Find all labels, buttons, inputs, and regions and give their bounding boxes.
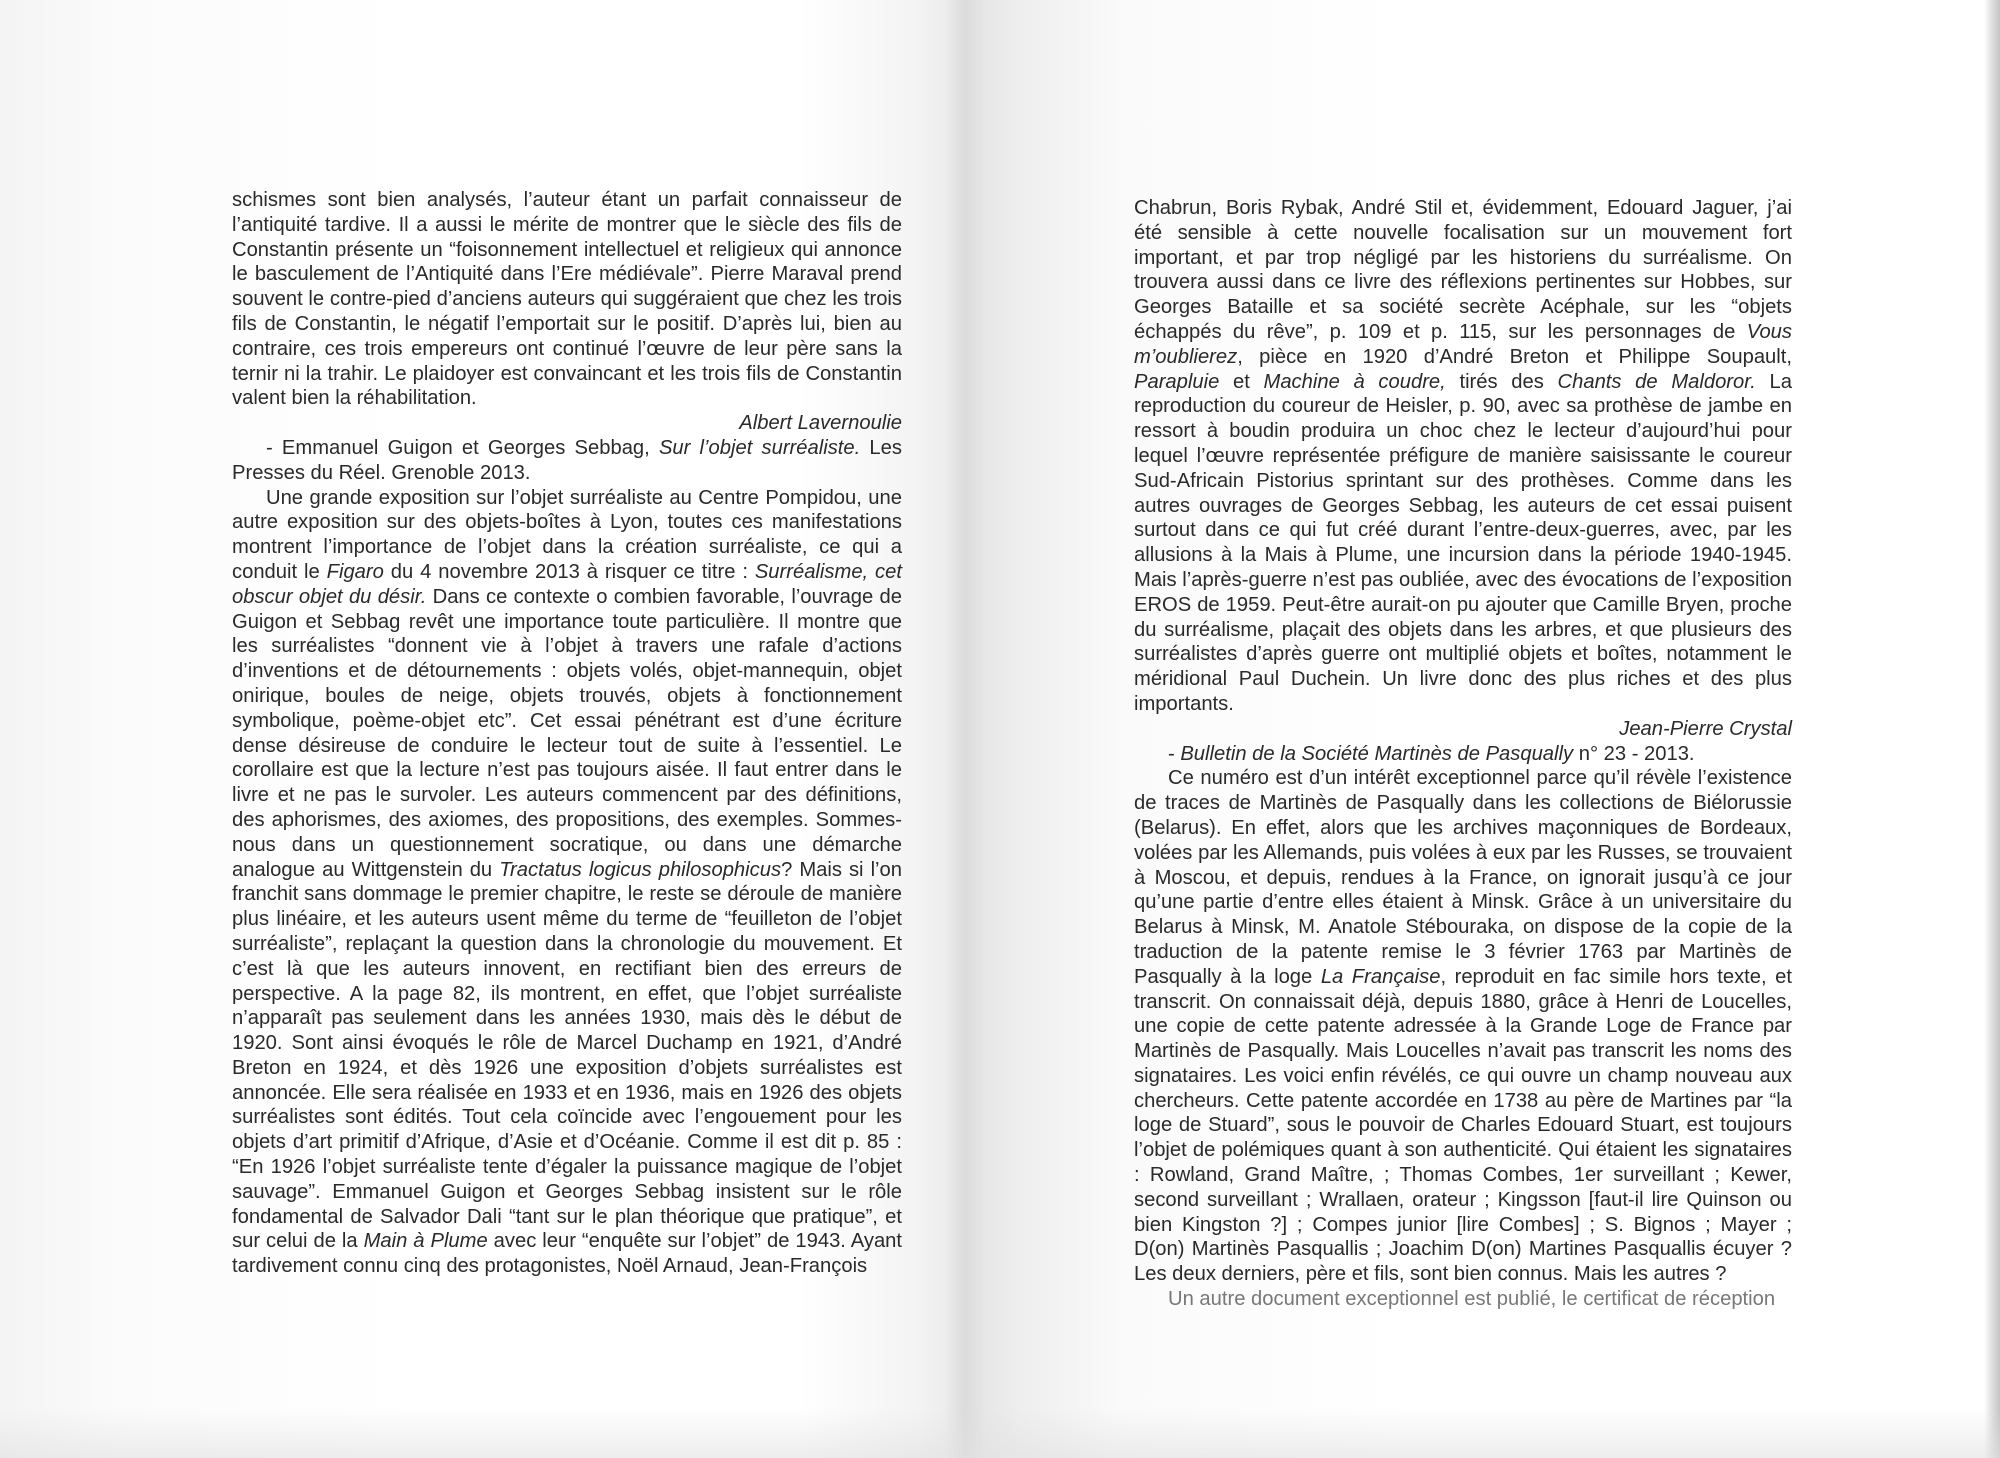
bottom-shadow bbox=[0, 1408, 2000, 1458]
book-gutter bbox=[945, 0, 985, 1458]
review-heading bbox=[232, 436, 902, 486]
review-text: , reproduit en fac simile hors texte, et transcrit. On connaissait déjà, depuis 1880, grâce à Henri de Loucelles, une copie de cette patente adressée à la Grande Loge de France par Martinès de Pasqually. Mais Loucelles n’avait pas transcrit les noms des signataires. Les voici enfin révélés, ce qui ouvre un champ nouveau aux chercheurs. Cette patente accordée en 1738 au père de Martines par “la loge de Stuard”, sous le pouvoir de Charles Edouard Stuart, est toujours l’objet de polémiques quant à son authenticité. Qui étaient les signataires : Rowland, Grand Maître, ; Thomas Combes, 1er surveillant ; Kewer, second surveillant ; Wrallaen, orateur ; Kingsson [faut-il lire Quinson ou bien Kingston ?] ; Compes junior [lire Combes] ; S. Bignos ; Mayer ; D(on) Martinès Pasquallis ; Joachim D(on) Martines Pasquallis écuyer ? Les deux derniers, père et fils, sont bien connus. Mais les autres ? bbox=[1134, 965, 1792, 1286]
italic-title: Machine à coudre, bbox=[1263, 370, 1446, 393]
italic-title: La Française bbox=[1320, 965, 1441, 988]
review-signature: Albert Lavernoulie bbox=[739, 412, 902, 435]
next-paragraph-start: Un autre document exceptionnel est publié, le certificat de réception bbox=[1168, 1288, 1776, 1311]
review-text: Dans ce contexte o combien favorable, l’ouvrage de Guigon et Sebbag revêt une importance toute particulière. Il montre que les surréalistes “donnent vie à l’objet à travers une rafale d’actions d’inventions et de détournements : objets volés, objet-mannequin, objet onirique, boules de neige, objets trouvés, objets à fonctionnement symbolique, poème-objet etc”. Cet essai pénétrant est d’une écriture dense désireuse de conduire le lecteur tout de suite à l’essentiel. Le corollaire est que la lecture n’est pas toujours aisée. Il faut entrer dans le livre et ne pas le survoler. Les auteurs commencent par des définitions, des aphorismes, des axiomes, des propositions, des exemples. Sommes-nous dans un questionnement socratique, ou dans une démarche analogue au Wittgenstein du bbox=[232, 585, 903, 881]
review-text: ? Mais si l’on franchit sans dommage le premier chapitre, le reste se déroule de manière plus linéaire, et les auteurs usent même du terme de “feuilleton de l’objet surréaliste”, replaçant la question dans la chronologie du mouvement. Et c’est là que les auteurs innovent, en rectifiant bien des erreurs de perspective. A la page 82, ils montrent, en effet, que l’objet surréaliste n’apparaît pas seulement dans les années 1930, mais dès le début de 1920. Sont ainsi évoqués le rôle de Marcel Duchamp en 1921, d’André Breton en 1924, et dès 1926 une exposition d’objets surréalistes est annoncée. Elle sera réalisée en 1933 et en 1936, mais en 1926 des objets surréalistes sont édités. Tout cela coïncide avec l’engouement pour les objets d’art primitif d’Afrique, d’Asie et d’Océanie. Comme il est dit p. 85 : “En 1926 l’objet surréaliste tente d’égaler la puissance magique de l’objet sauvage”. Emmanuel Guigon et Georges Sebbag insistent sur le rôle fondamental de Salvador Dali “tant sur le plan théorique que pratique”, et sur celui de la bbox=[232, 858, 902, 1253]
review-text: La reproduction du coureur de Heisler, p. 90, avec sa prothèse de jambe en ressort à boudin produira un choc chez le lecteur d’aujourd’hui pour lequel l’œuvre représentée préfigure de manière saisissante le coureur Sud-Africain Pistorius sprintant sur des prothèses. Comme dans les autres ouvrages de Georges Sebbag, les auteurs de cet essai puisent surtout dans ce qui fut créé durant l’entre-deux-guerres, avec, par les allusions à la Mais à Plume, une incursion dans la période 1940-1945. Mais l’après-guerre n’est pas oubliée, avec des évocations de l’exposition EROS de 1959. Peut-être aurait-on pu ajouter que Camille Bryen, proche du surréalisme, plaçait des objets dans les arbres, et que plusieurs des surréalistes d’après guerre ont multiplié objets et boîtes, notamment le méridional Paul Duchein. Un livre donc des plus riches et des plus importants. bbox=[1134, 370, 1792, 715]
review-heading-lead: - bbox=[1168, 742, 1181, 765]
italic-title: Main à Plume bbox=[363, 1230, 488, 1253]
review-heading-publisher: Les Presses du Réel. Grenoble 2013. bbox=[232, 436, 902, 484]
review-text: et bbox=[1219, 370, 1264, 393]
italic-title: Surréalisme, cet obscur objet du désir. bbox=[232, 560, 902, 608]
italic-title: Figaro bbox=[326, 560, 384, 583]
left-page bbox=[232, 188, 902, 1279]
review-text: tirés des bbox=[1445, 370, 1558, 393]
italic-title: Vous m’oublierez bbox=[1134, 320, 1792, 368]
bulletin-title: Bulletin de la Société Martinès de Pasqually bbox=[1180, 742, 1574, 765]
italic-title: Parapluie bbox=[1134, 370, 1220, 393]
review-text: Chabrun, Boris Rybak, André Stil et, évidemment, Edouard Jaguer, j’ai été sensible à cette nouvelle focalisation sur un mouvement fort important, et par trop négligé par les historiens du surréalisme. On trouvera aussi dans ce livre des réflexions pertinentes sur Hobbes, sur Georges Bataille et sa société secrète Acéphale, sur les “objets échappés du rêve”, p. 109 et p. 115, sur les personnages de bbox=[1134, 197, 1792, 343]
review-text: du 4 novembre 2013 à risquer ce titre : bbox=[383, 560, 755, 583]
review-text: Ce numéro est d’un intérêt exceptionnel parce qu’il révèle l’existence de traces de Martinès de Pasqually dans les collections de Biélorussie (Belarus). En effet, alors que les archives maçonniques de Bordeaux, volées par les Allemands, puis volées à eux par les Russes, se trouvaient à Moscou, et depuis, rendues à la France, on ignorait jusqu’à ce jour qu’une partie d’entre elles étaient à Minsk. Grâce à un universitaire du Belarus à Minsk, M. Anatole Stébouraka, on dispose de la copie de la traduction de la patente remise le 3 février 1763 par Martinès de Pasqually à la loge bbox=[1134, 767, 1792, 988]
page-edge bbox=[1984, 0, 2000, 1458]
review-signature: Jean-Pierre Crystal bbox=[1619, 717, 1792, 740]
book-title: Sur l’objet surréaliste. bbox=[658, 436, 861, 459]
review-heading-issue: n° 23 - 2013. bbox=[1573, 742, 1695, 765]
italic-title: Tractatus logicus philosophicus bbox=[499, 858, 782, 881]
review-heading bbox=[1134, 742, 1792, 767]
review-heading-lead: - Emmanuel Guigon et Georges Sebbag, bbox=[266, 436, 659, 459]
review-body bbox=[1134, 766, 1792, 1287]
italic-title: Chants de Maldoror. bbox=[1557, 370, 1756, 393]
review-body bbox=[232, 486, 902, 1280]
right-page bbox=[1134, 196, 1792, 1312]
review-paragraph: schismes sont bien analysés, l’auteur étant un parfait connaisseur de l’antiquité tardive. Il a aussi le mérite de montrer que le siècle des fils de Constantin présente un “foisonnement intellectuel et religieux qui annonce le basculement de l’Antiquité dans l’Ere médiévale”. Pierre Maraval prend souvent le contre-pied d’anciens auteurs qui suggéraient que chez les trois fils de Constantin, le négatif l’emportait sur le positif. D’après lui, bien au contraire, ces trois empereurs ont continué l’œuvre de leur père sans la ternir ni la trahir. Le plaidoyer est convaincant et les trois fils de Constantin valent bien la réhabilitation. bbox=[232, 189, 902, 410]
review-text: , pièce en 1920 d’André Breton et Philippe Soupault, bbox=[1237, 345, 1792, 368]
review-text: Une grande exposition sur l’objet surréaliste au Centre Pompidou, une autre exposition sur des objets-boîtes à Lyon, toutes ces manifestations montrent l’importance de l’objet dans la création surréaliste, ce qui a conduit le bbox=[232, 486, 902, 583]
review-text: avec leur “enquête sur l’objet” de 1943. Ayant tardivement connu cinq des protagonistes, Noël Arnaud, Jean-François bbox=[232, 1230, 903, 1278]
review-paragraph bbox=[1134, 196, 1792, 717]
